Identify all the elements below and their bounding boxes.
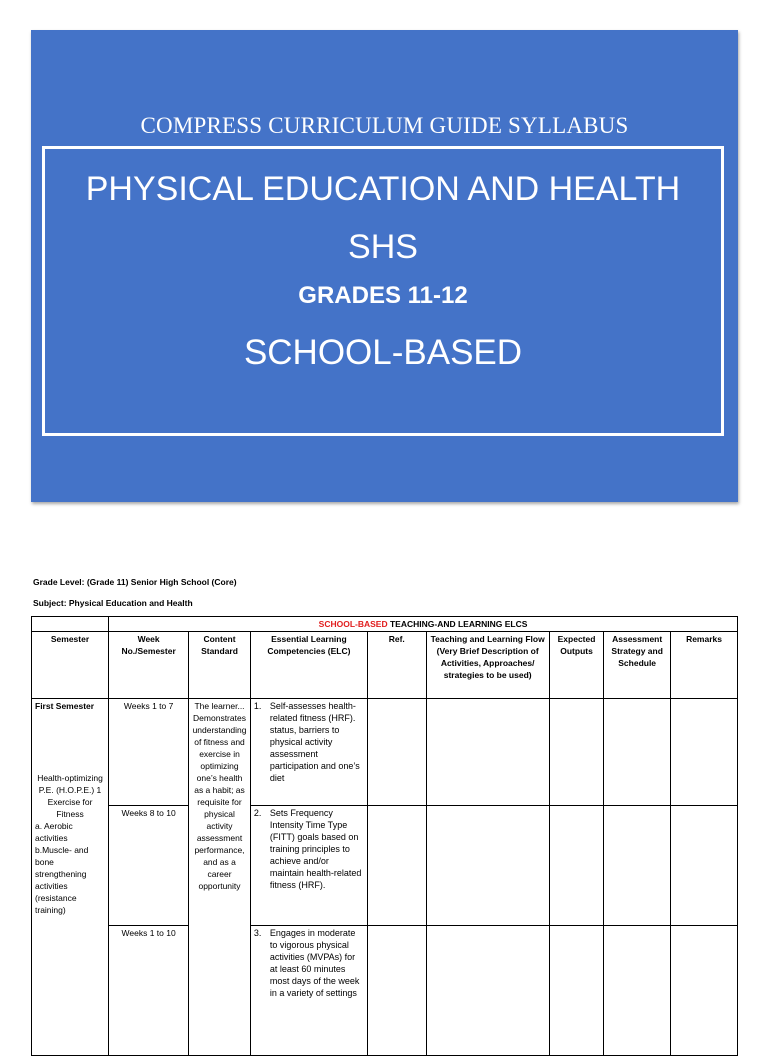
semester-cell (32, 699, 109, 1056)
remarks-cell (671, 806, 738, 926)
header-content-standard: Content Standard (189, 632, 251, 699)
cover-frame (42, 146, 724, 436)
outputs-cell (549, 699, 603, 806)
cover-grades: GRADES 11-12 (298, 282, 468, 309)
elc-text: Self-assesses health-related fitness (HRF). status, barriers to physical activity assessment participation and one’s diet (269, 701, 360, 783)
week-cell: Weeks 1 to 10 (109, 926, 189, 1056)
ref-cell (367, 699, 426, 806)
header-week: Week No./Semester (109, 632, 189, 699)
table-title-red: SCHOOL-BASED (318, 619, 388, 629)
elc-number: 2. (253, 808, 262, 818)
table-row (32, 806, 738, 926)
header-elc: Essential Learning Competencies (ELC) (250, 632, 367, 699)
table-header-row (32, 632, 738, 699)
elc-cell (250, 806, 367, 926)
cover-title-line2: SHS (348, 228, 418, 266)
table-row (32, 699, 738, 806)
outputs-cell (549, 806, 603, 926)
subject-label: Subject: Physical Education and Health (33, 598, 193, 608)
cover-kicker: COMPRESS CURRICULUM GUIDE SYLLABUS (140, 113, 629, 138)
content-standard-cell: The learner... Demonstrates understanding of fitness and exercise in optimizing one’s health as a habit; as requisite for physical activity assessment performance, and as a career opportunity (189, 699, 251, 1056)
ref-cell (367, 806, 426, 926)
flow-cell (426, 926, 549, 1056)
ref-cell (367, 926, 426, 1056)
elc-text: Engages in moderate to vigorous physical activities (MVPAs) for at least 60 minutes most days of the week in a variety of settings (269, 928, 360, 998)
elc-cell (250, 699, 367, 806)
week-cell: Weeks 1 to 7 (109, 699, 189, 806)
assessment-cell (604, 926, 671, 1056)
cover-title (45, 160, 721, 276)
elc-cell (250, 926, 367, 1056)
header-outputs: Expected Outputs (549, 632, 603, 699)
header-semester: Semester (32, 632, 109, 699)
cover-title-line1: PHYSICAL EDUCATION AND HEALTH (85, 170, 681, 208)
table-title-rest: TEACHING-AND LEARNING ELCS (387, 619, 528, 629)
header-remarks: Remarks (671, 632, 738, 699)
table-title-row (32, 617, 738, 632)
semester-topic: Health-optimizing P.E. (H.O.P.E.) 1 Exercise for Fitness (37, 773, 103, 819)
table-row (32, 926, 738, 1056)
header-ref: Ref. (367, 632, 426, 699)
flow-cell (426, 806, 549, 926)
cover-school-based: SCHOOL-BASED (243, 333, 523, 372)
semester-label: First Semester (35, 701, 95, 711)
remarks-cell (671, 699, 738, 806)
header-assessment: Assessment Strategy and Schedule (604, 632, 671, 699)
header-flow: Teaching and Learning Flow (Very Brief Description of Activities, Approaches/ strategies to be used) (426, 632, 549, 699)
elc-number: 1. (253, 701, 262, 711)
assessment-cell (604, 806, 671, 926)
semester-items: a. Aerobic activities b.Muscle- and bone strengthening activities (resistance training) (35, 821, 89, 915)
table-title (109, 617, 738, 632)
elc-number: 3. (253, 928, 262, 938)
syllabus-table (31, 616, 738, 1056)
week-cell: Weeks 8 to 10 (109, 806, 189, 926)
remarks-cell (671, 926, 738, 1056)
elc-text: Sets Frequency Intensity Time Type (FITT) goals based on training principles to achieve and/or maintain health-related fitness (HRF). (269, 808, 362, 890)
flow-cell (426, 699, 549, 806)
grade-level-label: Grade Level: (Grade 11) Senior High School (Core) (33, 577, 237, 587)
assessment-cell (604, 699, 671, 806)
cover-banner (31, 30, 738, 502)
outputs-cell (549, 926, 603, 1056)
